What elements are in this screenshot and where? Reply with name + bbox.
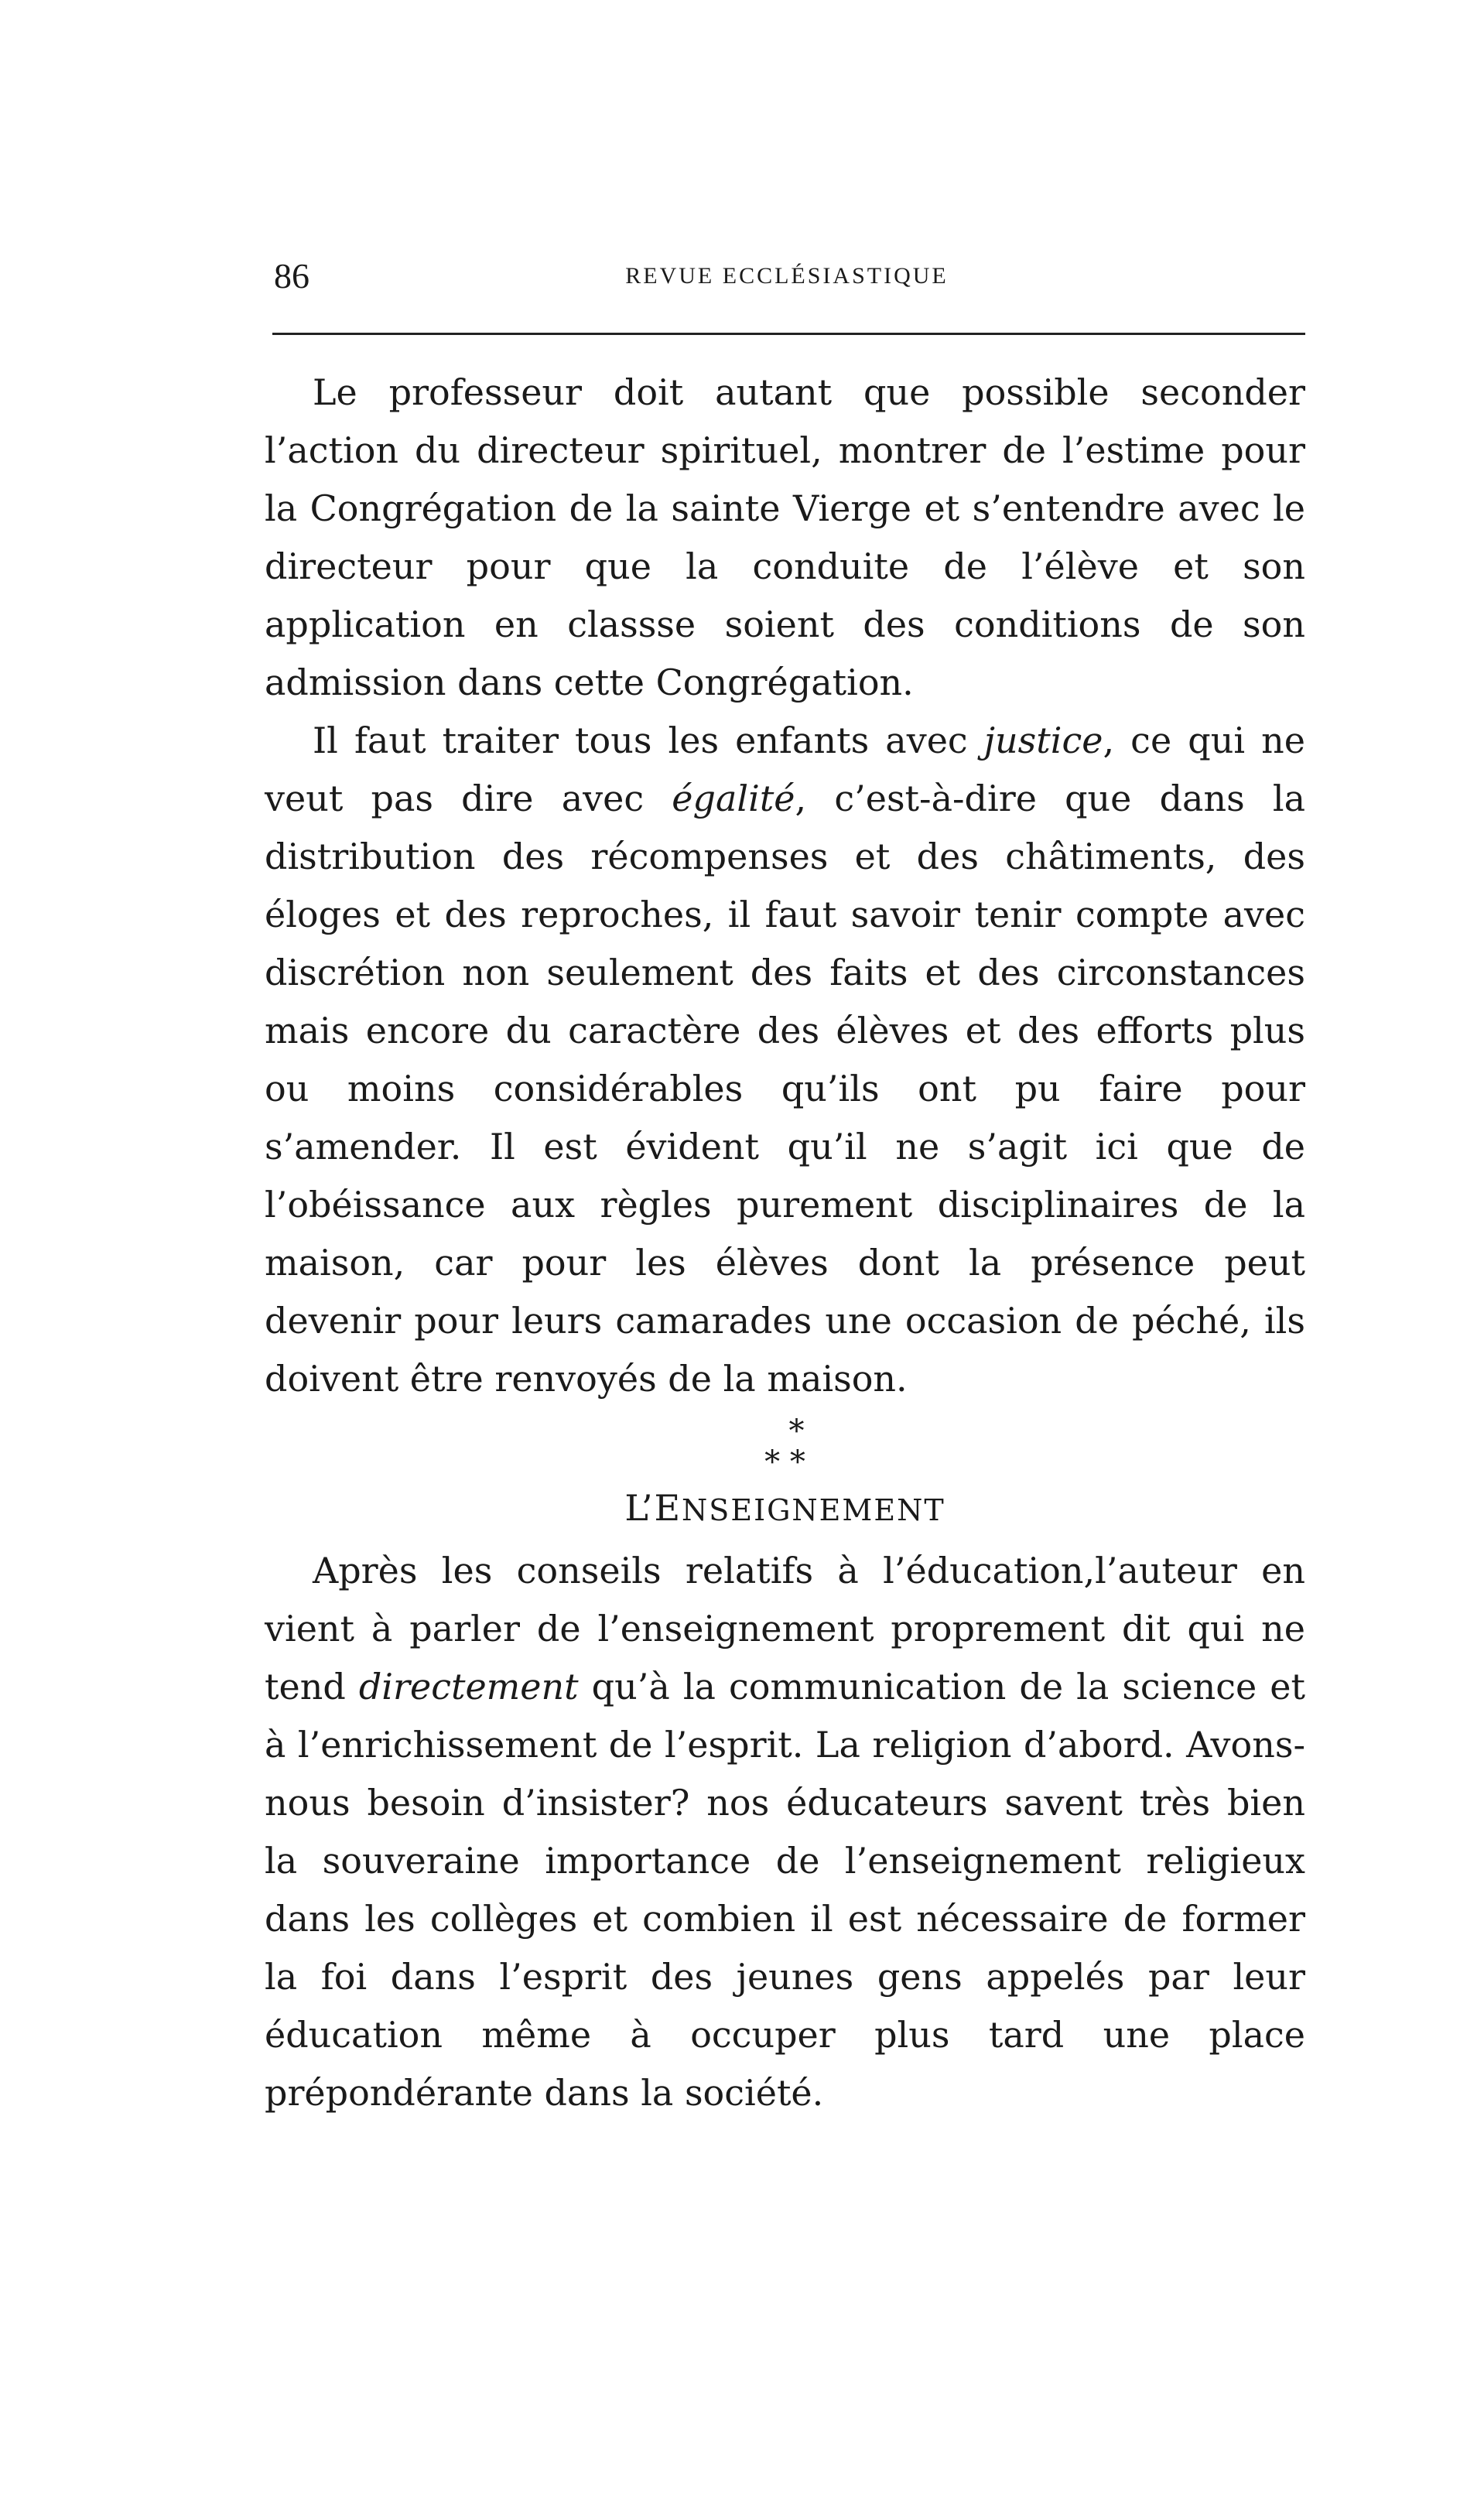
header-rule <box>272 333 1305 335</box>
emphasis-justice: justice <box>983 720 1103 761</box>
emphasis-egalite: égalité <box>672 778 795 819</box>
section-title-initial: L’E <box>624 1487 682 1529</box>
asterism-top: * <box>788 1414 805 1449</box>
paragraph-2-text-c: , c’est-à-dire que dans la distribution des récompenses et des châtiments, des éloges et des reproches, il faut savoir tenir compte avec discrétion non seulement des faits et des circonstances mais encore du caractère des élèves et des efforts plus ou moins considérables qu’ils ont pu faire pour s’amender. Il est évident qu’il ne s’agit ici que de l’obéissance aux règles purement disciplinaires de la maison, car pour les élèves dont la présence peut devenir pour leurs camarades une occasion de péché, ils doivent être renvoyés de la maison. <box>265 778 1305 1400</box>
asterism-separator <box>265 1416 1305 1478</box>
paragraph-3-text-b: qu’à la communication de la science et à l’enrichissement de l’esprit. La religion d’abord. Avons-nous besoin d’insister? nos éducateurs savent très bien la souveraine importance de l’enseignement religieux dans les collèges et combien il est nécessaire de former la foi dans l’esprit des jeunes gens appelés par leur éducation même à occuper plus tard une place prépondérante dans la société. <box>265 1666 1305 2114</box>
paragraph-2-text-b: , ce qui ne veut pas dire avec <box>265 720 1305 819</box>
paragraph-2-text-a: Il faut traiter tous les enfants avec <box>313 720 984 761</box>
section-title-rest: NSEIGNEMENT <box>682 1493 945 1527</box>
paragraph-2 <box>265 712 1305 1408</box>
page-number: 86 <box>274 256 309 296</box>
emphasis-directement: directement <box>358 1666 579 1708</box>
text-body <box>265 364 1305 2122</box>
page-header <box>265 255 1309 302</box>
section-title <box>265 1481 1305 1537</box>
paragraph-3 <box>265 1542 1305 2122</box>
running-title: REVUE ECCLÉSIASTIQUE <box>625 263 949 289</box>
asterism-bottom: * * <box>764 1444 805 1480</box>
paragraph-3-text-a: Après les conseils relatifs à l’éducation,l’auteur en vient à parler de l’enseignement proprement dit qui ne tend <box>265 1550 1305 1708</box>
paragraph-1 <box>265 364 1305 712</box>
paragraph-1-text: Le professeur doit autant que possible seconder l’action du directeur spirituel, montrer de l’estime pour la Congrégation de la sainte Vierge et s’entendre avec le directeur pour que la conduite de l’élève et son application en classse soient des conditions de son admission dans cette Congrégation. <box>265 371 1305 703</box>
